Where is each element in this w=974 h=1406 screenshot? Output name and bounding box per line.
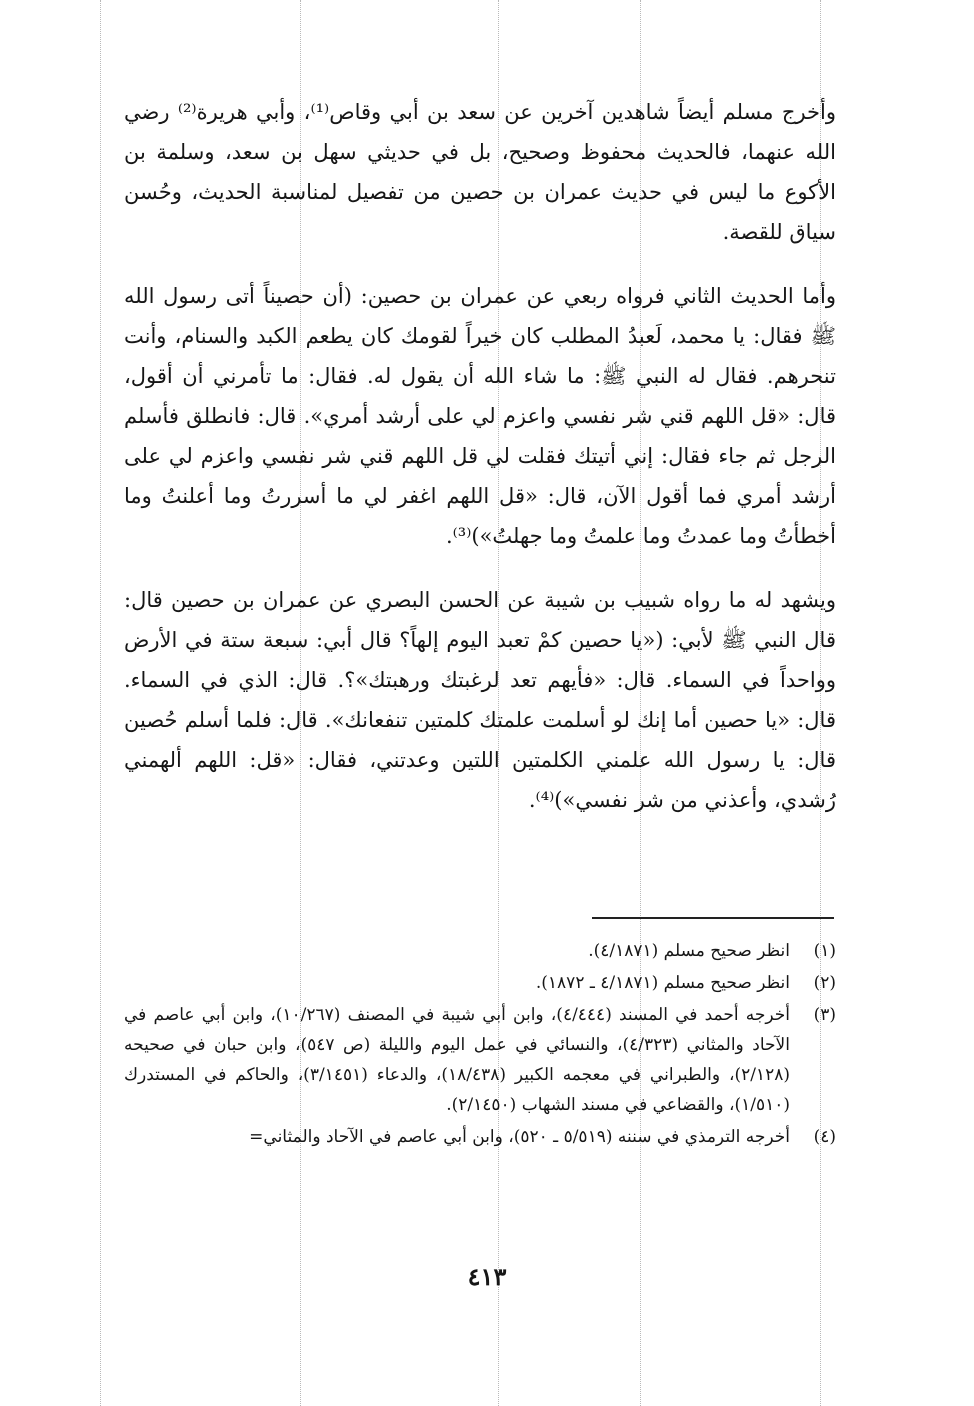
footnote-number: (٣)	[813, 1005, 836, 1025]
page-number: ٤١٣	[467, 1262, 507, 1291]
footnote-text: أخرجه الترمذي في سننه (٥/٥١٩ ـ ٥٢٠)، وابن أبي عاصم في الآحاد والمثاني=	[249, 1127, 790, 1147]
footnote-number: (٢)	[813, 973, 836, 993]
footnote	[124, 1000, 836, 1120]
footnote-text: انظر صحيح مسلم (٤/١٨٧١).	[588, 941, 790, 961]
footnote-separator	[592, 917, 834, 919]
footnote	[124, 1122, 836, 1152]
footnote-text: أخرجه أحمد في المسند (٤/٤٤٤)، وابن أبي شيبة في المصنف (١٠/٢٦٧)، وابن أبي عاصم في الآحاد والمثاني (٤/٣٢٣)، والنسائي في عمل اليوم والليلة (ص ٥٤٧)، وابن حبان في صحيحه (٢/١٢٨)، والطبراني في معجمه الكبير (١٨/٤٣٨)، والدعاء (٣/١٤٥١)، والحاكم في المستدرك (١/٥١٠)، والقضاعي في مسند الشهاب (٢/١٤٥٠).	[124, 1005, 790, 1115]
footnote-number: (٤)	[813, 1127, 836, 1147]
paragraph-1: وأخرج مسلم أيضاً شاهدين آخرين عن سعد بن أبي وقاص⁽¹⁾، وأبي هريرة⁽²⁾ رضي الله عنهما، فالحديث محفوظ وصحيح، بل في حديثي سهل بن سعد، وسلمة بن الأكوع ما ليس في حديث عمران بن حصين من تفصيل لمناسبة الحديث، وحُسن سياق للقصة.	[124, 100, 836, 244]
paragraph-3: ويشهد له ما رواه شبيب بن شيبة عن الحسن البصري عن عمران بن حصين قال: قال النبي ﷺ لأبي: («يا حصين كمْ تعبد اليوم إلهاً؟ قال أبي: سبعة ستة في الأرض وواحداً في السماء. قال: «فأيهم تعد لرغبتك ورهبتك»؟. قال: الذي في السماء. قال: «يا حصين أما إنك لو أسلمت علمتك كلمتين تنفعانك». قال: فلما أسلم حُصين قال: يا رسول الله علمني الكلمتين اللتين وعدتني، فقال: «قل: اللهم ألهمني رُشدي، وأعذني من شر نفسي»)⁽⁴⁾.	[124, 588, 836, 812]
footnote-text: انظر صحيح مسلم (٤/١٨٧١ ـ ١٨٧٢).	[535, 973, 790, 993]
footnote-number: (١)	[813, 941, 836, 961]
paragraph-2: وأما الحديث الثاني فرواه ربعي عن عمران بن حصين: (أن حصيناً أتى رسول الله ﷺ فقال: يا محمد، لَعبدُ المطلب كان خيراً لقومك كان يطعم الكبد والسنام، وأنت تنحرهم. فقال له النبي ﷺ: ما شاء الله أن يقول له. فقال: ما تأمرني أن أقول، قال: «قل اللهم قني شر نفسي واعزم لي على أرشد أمري». قال: فانطلق فأسلم الرجل ثم جاء فقال: إني أتيتك فقلت لي قل اللهم قني شر نفسي واعزم لي على أرشد أمري فما أقول الآن، قال: «قل اللهم اغفر لي ما أسررتُ وما أعلنتُ وما أخطأتُ وما عمدتُ وما علمتُ وما جهلتُ»)⁽³⁾.	[124, 284, 836, 548]
main-text	[124, 92, 836, 820]
footnote	[124, 968, 836, 998]
footnote	[124, 936, 836, 966]
footnotes	[124, 936, 836, 1154]
scan-guide-line	[100, 0, 101, 1406]
